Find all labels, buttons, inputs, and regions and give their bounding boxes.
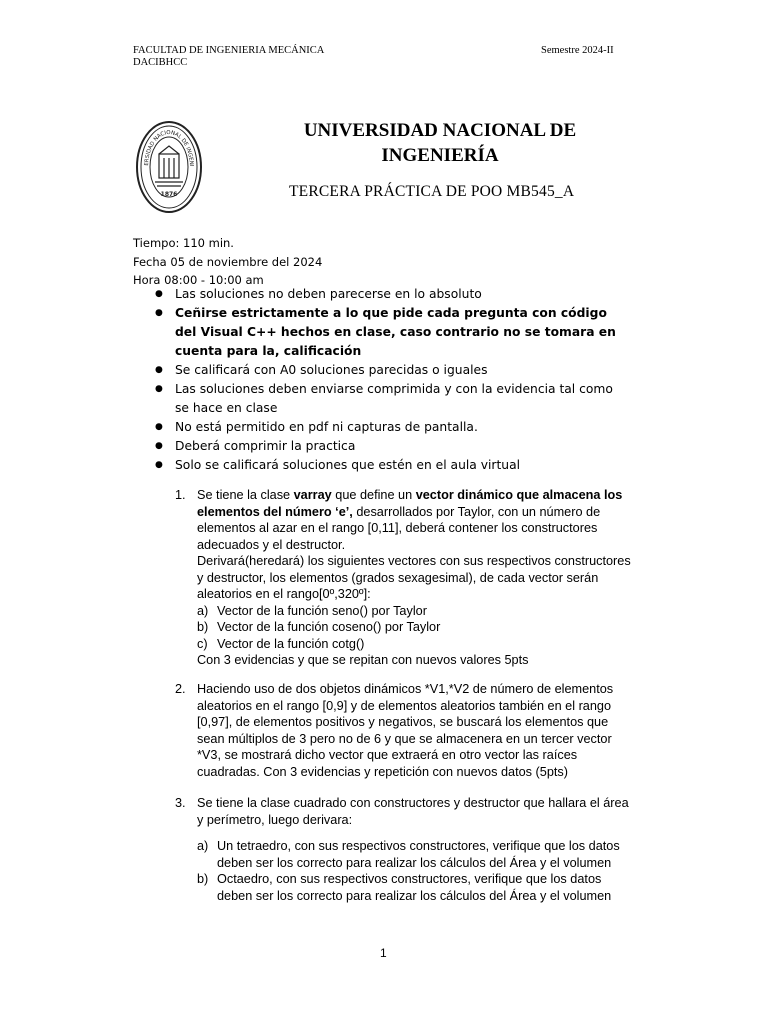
rule-item: ● Deberá comprimir la practica <box>155 437 625 456</box>
semester-label: Semestre 2024-II <box>541 45 614 56</box>
exam-date: Fecha 05 de noviembre del 2024 <box>133 254 323 269</box>
sub-item: c) Vector de la función cotg() <box>197 636 365 651</box>
question-3-text: Se tiene la clase cuadrado con constructores y destructor que hallara el área y perímetro, luego derivara: <box>197 796 629 827</box>
sub-item: b) Vector de la función coseno() por Taylor <box>197 620 441 634</box>
sub-item: a) Un tetraedro, con sus respectivos constructores, verifique que los datos deben ser los correcto para realizar los cálculos del Área y el volumen <box>197 839 620 870</box>
question-2 <box>175 681 635 780</box>
seal-ring-text: ERSIDAD NACIONAL DE INGENI <box>143 129 195 167</box>
class-name-varray: varray <box>293 488 332 502</box>
sub-item: b) Octaedro, con sus respectivos constructores, verifique que los datos deben ser los correcto para realizar los cálculos del Área y el volumen <box>197 872 612 903</box>
practice-title: TERCERA PRÁCTICA DE POO MB545_A <box>289 183 575 200</box>
rule-item: ● Solo se calificará soluciones que estén en el aula virtual <box>155 456 625 475</box>
department-name: DACIBHCC <box>133 57 188 68</box>
rules-list <box>155 285 625 475</box>
university-title-line2: INGENIERÍA <box>381 145 499 166</box>
question-2-text: Haciendo uso de dos objetos dinámicos *V1,*V2 de número de elementos aleatorios en el rango [0,9] y de elementos aleatorios también en el rango [0,97], de elementos positivos y negativos, se buscará los elementos que sean múltiplos de 3 pero no de 6 y que se almacenera en un tercer vector *V3, se mostrará dicho vector que extraerá en otro vector las raíces cuadradas. Con 3 evidencias y repetición con nuevos datos (5pts) <box>197 682 614 779</box>
question-number: 3. <box>175 796 186 810</box>
exam-time: Tiempo: 110 min. <box>133 236 234 250</box>
header-left <box>133 45 324 69</box>
question-1 <box>175 487 635 669</box>
rule-item: ● Las soluciones no deben parecerse en lo absoluto <box>155 285 625 304</box>
exam-meta <box>133 234 322 290</box>
rule-item: ● No está permitido en pdf ni capturas de pantalla. <box>155 418 625 437</box>
faculty-name: FACULTAD DE INGENIERIA MECÁNICA <box>133 45 325 56</box>
seal-year: 1876 <box>160 191 178 198</box>
university-seal-logo <box>135 120 203 214</box>
university-title <box>250 118 630 168</box>
question-1-derivation: Derivará(heredará) los siguientes vectores con sus respectivos constructores y destructor, los elementos (grados sexagesimal), de cada vector serán aleatorios en el rango[0º,320º]: <box>197 554 631 601</box>
question-1-intro: Se tiene la clase varray que define un vector dinámico que almacena los elementos del número ‘e’, desarrollados por Taylor, con un número de elementos al azar en el rango [0,11], deberá contener los constructores adecuados y el destructor. <box>197 488 623 552</box>
sub-item: a) Vector de la función seno() por Taylor <box>197 603 427 618</box>
question-1-evidence: Con 3 evidencias y que se repitan con nuevos valores 5pts <box>197 653 529 667</box>
exam-hours: Hora 08:00 - 10:00 am <box>133 273 264 287</box>
university-title-line1: UNIVERSIDAD NACIONAL DE <box>303 120 577 141</box>
question-number: 2. <box>175 682 186 696</box>
page-number: 1 <box>380 946 387 960</box>
rule-item: ● Se calificará con A0 soluciones parecidas o iguales <box>155 361 625 380</box>
rule-item: ● Las soluciones deben enviarse comprimida y con la evidencia tal como se hace en clase <box>155 380 625 418</box>
question-3 <box>175 795 635 904</box>
rule-item: ● Ceñirse estrictamente a lo que pide cada pregunta con código del Visual C++ hechos en clase, caso contrario no se tomara en cuenta para la, calificación <box>155 304 625 361</box>
question-number: 1. <box>175 488 186 502</box>
